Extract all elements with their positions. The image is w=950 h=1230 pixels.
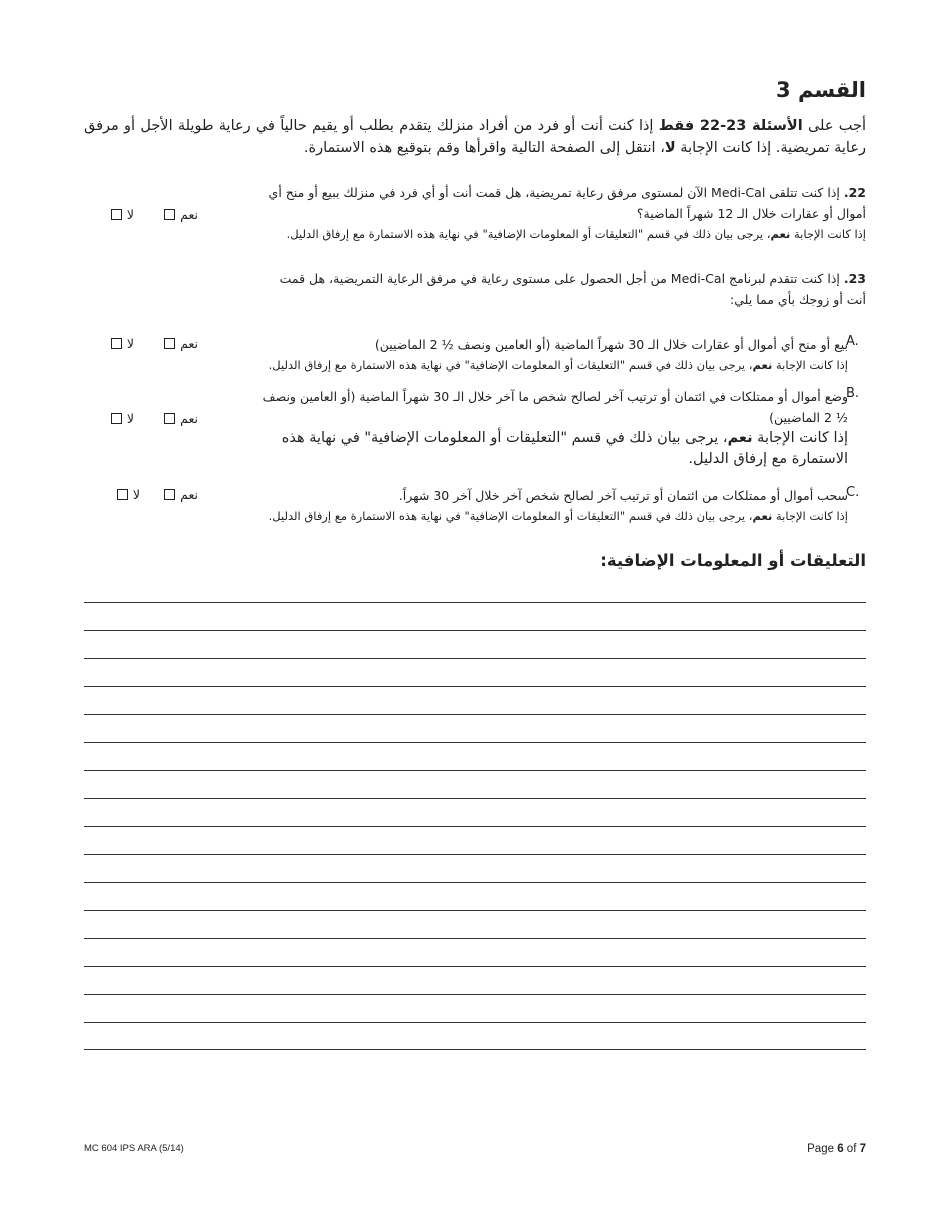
q23b-no-checkbox[interactable] [111, 413, 122, 424]
q23a-no-option[interactable]: لا [111, 336, 134, 351]
question-23a [258, 334, 848, 375]
comment-line[interactable] [84, 994, 866, 995]
question-23c-letter: C. [846, 485, 860, 500]
q23c-no-option[interactable]: لا [117, 487, 140, 502]
question-23c [258, 485, 848, 526]
question-23b-answer [100, 411, 210, 427]
q22-no-option[interactable]: لا [111, 207, 134, 222]
comment-line[interactable] [84, 630, 866, 631]
question-23c-note: إذا كانت الإجابة نعم، يرجى بيان ذلك في قسم "التعليقات أو المعلومات الإضافية" في نهاية هذه الاستمارة مع إرفاق الدليل. [268, 509, 848, 523]
question-23-text: إذا كنت تتقدم لبرنامج Medi-Cal من أجل الحصول على مستوى رعاية في مرفق الرعاية التمريضية، هل قمت أنت أو زوجك بأي مما يلي: [279, 271, 866, 307]
comment-line[interactable] [84, 686, 866, 687]
comment-line[interactable] [84, 966, 866, 967]
comment-line[interactable] [84, 602, 866, 603]
section-intro [84, 115, 866, 159]
comment-line[interactable] [84, 854, 866, 855]
comment-line[interactable] [84, 938, 866, 939]
question-23b-text: وضع أموال أو ممتلكات في ائتمان أو ترتيب آخر لصالح شخص ما آخر خلال الـ 30 شهراً الماضية (أو العامين ونصف ½ 2 الماضيين) [262, 389, 848, 425]
q23a-no-checkbox[interactable] [111, 338, 122, 349]
page-number: Page 6 of 7 [807, 1143, 866, 1155]
question-23c-answer [100, 487, 210, 503]
comment-line[interactable] [84, 658, 866, 659]
comment-line[interactable] [84, 742, 866, 743]
question-22 [266, 182, 866, 244]
question-23-number: 23. [843, 271, 866, 286]
intro-questions-range: الأسئلة 23-22 فقط [658, 118, 803, 134]
comment-line[interactable] [84, 910, 866, 911]
intro-no: لا [664, 140, 676, 156]
comment-line[interactable] [84, 826, 866, 827]
question-23c-text: سحب أموال أو ممتلكات من ائتمان أو ترتيب آخر لصالح شخص آخر خلال آخر 30 شهراً. [398, 488, 848, 503]
question-23b [258, 386, 848, 470]
q22-yes-checkbox[interactable] [164, 209, 175, 220]
comments-title: التعليقات أو المعلومات الإضافية: [600, 551, 866, 570]
comment-line[interactable] [84, 770, 866, 771]
question-22-note: إذا كانت الإجابة نعم، يرجى بيان ذلك في قسم "التعليقات أو المعلومات الإضافية" في نهاية هذه الاستمارة مع إرفاق الدليل. [286, 227, 866, 241]
question-23b-letter: B. [846, 386, 860, 401]
question-23a-note: إذا كانت الإجابة نعم، يرجى بيان ذلك في قسم "التعليقات أو المعلومات الإضافية" في نهاية هذه الاستمارة مع إرفاق الدليل. [268, 358, 848, 372]
question-23 [266, 268, 866, 310]
comment-line[interactable] [84, 882, 866, 883]
q22-no-checkbox[interactable] [111, 209, 122, 220]
q23c-yes-option[interactable]: نعم [164, 487, 198, 502]
question-22-number: 22. [843, 185, 866, 200]
intro-lead: أجب على [802, 118, 866, 134]
q23a-yes-option[interactable]: نعم [164, 336, 198, 351]
comment-line[interactable] [84, 714, 866, 715]
form-id: MC 604 IPS ARA (5/14) [84, 1143, 184, 1154]
q23b-yes-checkbox[interactable] [164, 413, 175, 424]
question-23a-answer [100, 336, 210, 352]
section-title: القسم 3 [776, 78, 866, 102]
q23c-yes-checkbox[interactable] [164, 489, 175, 500]
question-23b-note: إذا كانت الإجابة نعم، يرجى بيان ذلك في قسم "التعليقات أو المعلومات الإضافية" في نهاية هذه الاستمارة مع إرفاق الدليل. [281, 430, 848, 467]
intro-tail: ، انتقل إلى الصفحة التالية واقرأها وقم بتوقيع هذه الاستمارة. [303, 140, 665, 156]
comment-line[interactable] [84, 1049, 866, 1050]
comment-line[interactable] [84, 1022, 866, 1023]
question-22-answer [100, 207, 210, 223]
question-23a-text: بيع أو منح أي أموال أو عقارات خلال الـ 30 شهراً الماضية (أو العامين ونصف ½ 2 الماضيين) [374, 337, 848, 352]
q23c-no-checkbox[interactable] [117, 489, 128, 500]
q23b-no-option[interactable]: لا [111, 411, 134, 426]
question-22-text: إذا كنت تتلقى Medi-Cal الآن لمستوى مرفق رعاية تمريضية، هل قمت أنت أو أي فرد في منزلك ببيع أو منح أي أموال أو عقارات خلال الـ 12 شهراً الماضية؟ [268, 185, 866, 221]
intro-mid: إذا كنت أنت أو فرد من أفراد منزلك يتقدم بطلب أو يقيم حالياً في رعاية طويلة الأجل أو مرفق رعاية تمريضية. إذا كانت الإجابة [84, 118, 866, 156]
q23b-yes-option[interactable]: نعم [164, 411, 198, 426]
q23a-yes-checkbox[interactable] [164, 338, 175, 349]
question-23a-letter: A. [846, 334, 859, 349]
comment-line[interactable] [84, 798, 866, 799]
q22-yes-option[interactable]: نعم [164, 207, 198, 222]
